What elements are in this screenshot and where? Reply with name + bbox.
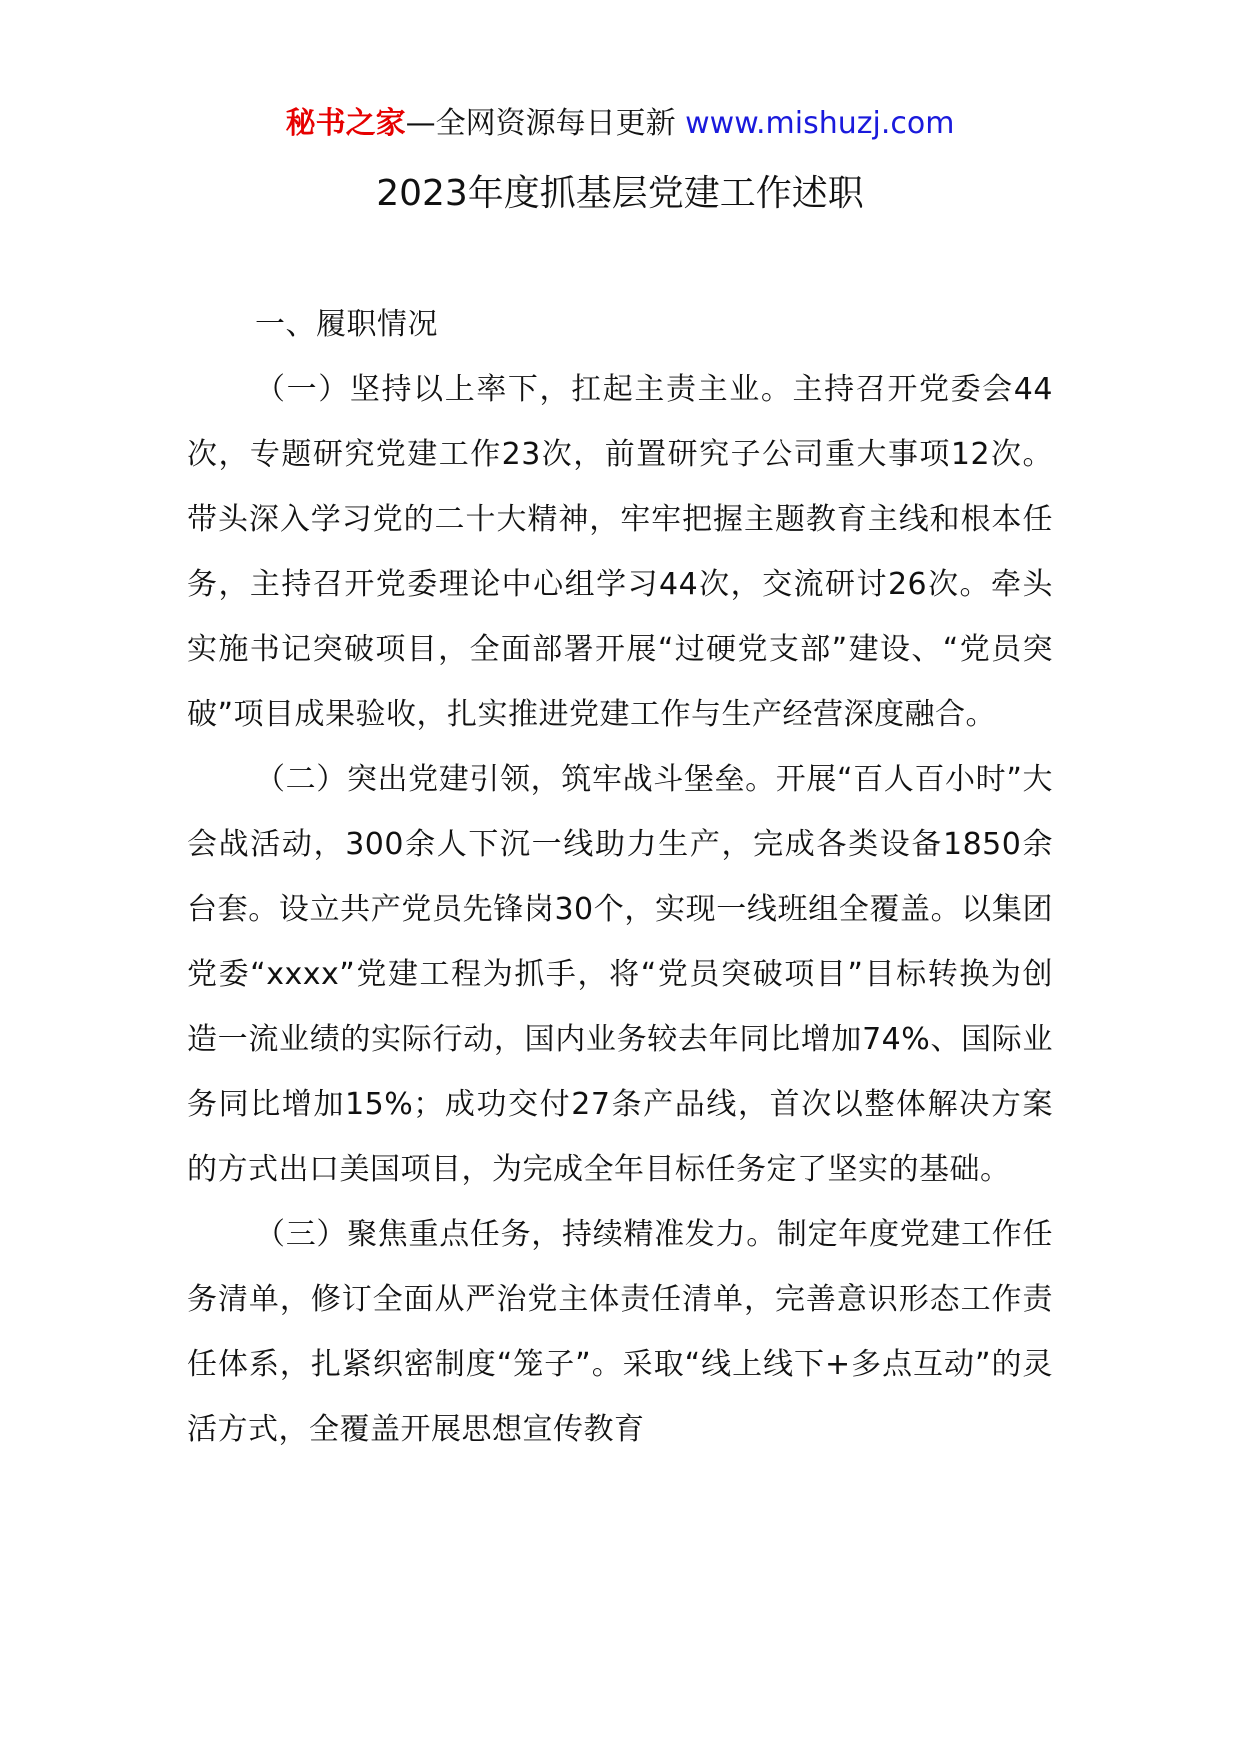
brand-name: 秘书之家 bbox=[285, 106, 406, 141]
site-url-link[interactable]: www.mishuzj.com bbox=[685, 106, 955, 141]
document-body bbox=[187, 292, 1053, 1462]
header-tagline: —全网资源每日更新 bbox=[405, 106, 676, 141]
site-header bbox=[0, 102, 1240, 146]
section-heading: 一、履职情况 bbox=[255, 307, 438, 342]
paragraph-3: （三）聚焦重点任务，持续精准发力。制定年度党建工作任务清单，修订全面从严治党主体责任清单，完善意识形态工作责任体系，扎紧织密制度“笼子”。采取“线上线下+多点互动”的灵活方式，全覆盖开展思想宣传教育 bbox=[187, 1217, 1053, 1447]
document-title: 2023年度抓基层党建工作述职 bbox=[376, 173, 864, 214]
paragraph-1: （一）坚持以上率下，扛起主责主业。主持召开党委会44次，专题研究党建工作23次，前置研究子公司重大事项12次。带头深入学习党的二十大精神，牢牢把握主题教育主线和根本任务，主持召开党委理论中心组学习44次，交流研讨26次。牵头实施书记突破项目，全面部署开展“过硬党支部”建设、“党员突破”项目成果验收，扎实推进党建工作与生产经营深度融合。 bbox=[187, 372, 1053, 732]
paragraph-2: （二）突出党建引领，筑牢战斗堡垒。开展“百人百小时”大会战活动，300余人下沉一线助力生产，完成各类设备1850余台套。设立共产党员先锋岗30个，实现一线班组全覆盖。以集团党委“xxxx”党建工程为抓手，将“党员突破项目”目标转换为创造一流业绩的实际行动，国内业务较去年同比增加74%、国际业务同比增加15%；成功交付27条产品线，首次以整体解决方案的方式出口美国项目，为完成全年目标任务定了坚实的基础。 bbox=[187, 762, 1053, 1187]
